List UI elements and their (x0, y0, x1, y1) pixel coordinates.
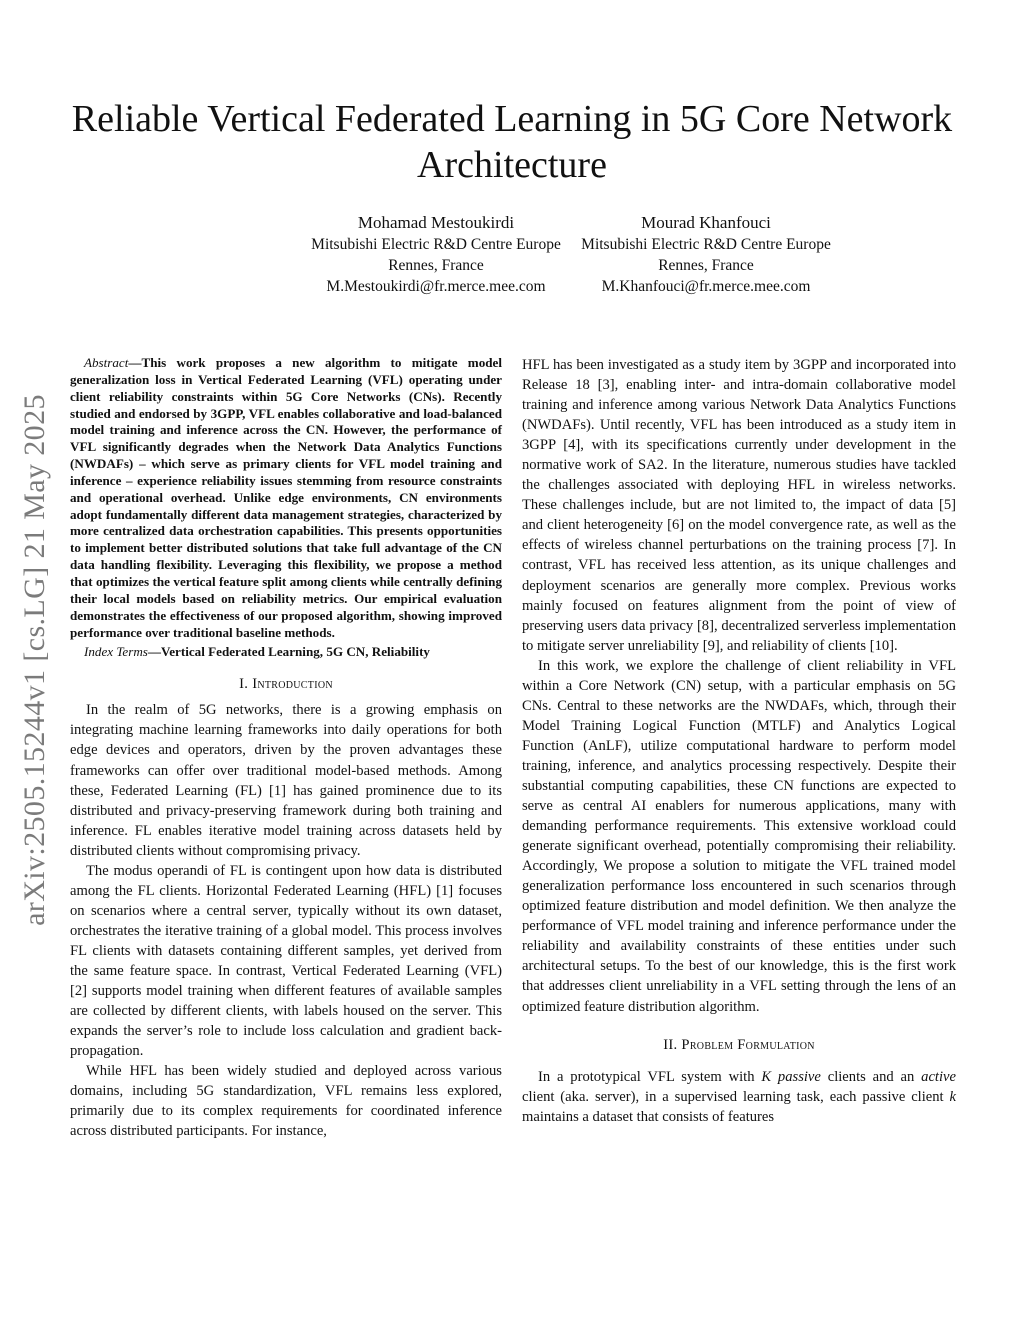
section-heading-introduction: I. Introduction (239, 676, 333, 693)
intro-paragraph: While HFL has been widely studied and deployed across various domains, including 5G standardization, VFL remains less explored, primarily due to its complex requirements for coordinated inference across distributed participants. For instance, (70, 1063, 502, 1140)
author-email: M.Khanfouci@fr.merce.mee.com (601, 278, 811, 295)
arxiv-identifier: arXiv:2505.15244v1 [cs.LG] 21 May 2025 (18, 394, 51, 926)
paper-title: Reliable Vertical Federated Learning in 5G Core Network Architecture (71, 98, 953, 186)
author-location: Rennes, France (388, 257, 484, 274)
author-name: Mourad Khanfouci (641, 213, 771, 232)
index-terms-text: —Vertical Federated Learning, 5G CN, Reliability (147, 644, 430, 660)
section-heading-problem-formulation: II. Problem Formulation (663, 1036, 815, 1053)
body-paragraph: HFL has been investigated as a study item by 3GPP and incorporated into Release 18 [3], enabling inter- and intra-domain collaborative model training and inference among various Network Data Analytics Functions (NWDAFs). Until recently, VFL has been introduced as a study item in 3GPP [4], with its specifications currently under development in the normative work of SA2. In the literature, numerous studies have tackled the challenges associated with deploying HFL in wireless networks. These challenges include, but are not limited to, the impact of data [5] and client heterogeneity [6] on the model convergence rate, as well as the effects of wireless channel perturbations on the training process [7]. In contrast, VFL has received less attention, as its unique challenges and deployment scenarios are generally more complex. Previous works mainly focused on features alignment from the point of view of preserving users data privacy [8], decentralized serverless implementation to mitigate server unreliability [9], and reliability of clients [10]. (522, 357, 956, 654)
index-terms (70, 643, 502, 660)
body-paragraph: In this work, we explore the challenge of client reliability in VFL within a Core Network (CN) setup, with a particular emphasis on 5G CNs. Central to these networks are the NWDAFs, which, through their Model Training Logical Function (MTLF) and Analytics Logical Function (AnLF), utilize computational hardware to perform model training, inference, and analytics processing respectively. Despite their substantial computing capabilities, these CN functions are expected to serve as central AI enablers for numerous applications, many with demanding performance requirements. This extensive workload could generate significant overhead, potentially compromising their reliability. Accordingly, We propose a solution to mitigate the VFL trained model generalization performance loss encountered in such scenarios through optimized feature distribution and model definition. We then analyze the performance of VFL model training and inference performance under the reliability and availability constraints of these entities under such architectural setups. To the best of our knowledge, this is the first work that addresses client unreliability in a VFL setting through the lens of an optimized feature distribution algorithm. (522, 657, 956, 1015)
intro-paragraph: In the realm of 5G networks, there is a growing emphasis on integrating machine learning frameworks into daily operations for both edge devices and operators, driven by the proven advantages these frameworks can offer over traditional model-based methods. Among these, Federated Learning (FL) [1] has gained prominence due to its distributed and privacy-preserving framework during both training and inference. FL enables iterative model training across datasets held by distributed clients without compromising privacy. (70, 702, 502, 859)
author-affiliation: Mitsubishi Electric R&D Centre Europe (311, 236, 561, 253)
left-column (70, 355, 502, 1141)
abstract-label: Abstract (84, 355, 129, 370)
abstract-text: —This work proposes a new algorithm to mitigate model generalization loss in Vertical Federated Learning (VFL) operating under client reliability constraints within 5G Core Networks (CNs). Recently studied and endorsed by 3GPP, VFL enables collaborative and load-balanced model training and inference across the CN. However, the performance of VFL significantly degrades when the Network Data Analytics Functions (NWDAFs) – which serve as primary clients for VFL model training and inference – experience reliability issues stemming from resource constraints and operational overhead. Unlike edge environments, CN environments adopt fundamentally different data management strategies, characterized by more centralized data orchestration capabilities. This presents opportunities to implement better distributed solutions that take full advantage of the CN data handling flexibility. Leveraging this flexibility, we propose a method that optimizes the vertical feature split among clients while centrally defining their local models based on reliability metrics. Our empirical evaluation demonstrates the effectiveness of our proposed algorithm, showing improved performance over traditional baseline methods. (70, 355, 502, 640)
author-location: Rennes, France (658, 257, 754, 274)
author-affiliation: Mitsubishi Electric R&D Centre Europe (581, 236, 831, 253)
intro-paragraph: The modus operandi of FL is contingent upon how data is distributed among the FL clients. Horizontal Federated Learning (HFL) [1] focuses on scenarios where a central server, typically without its own dataset, orchestrates the iterative training of a global model. This process involves FL clients with datasets containing different samples, yet derived from the same feature space. In contrast, Vertical Federated Learning (VFL) [2] supports model training when different features of available samples are collected by different clients, with labels housed on the server. This expands the server’s role to include loss calculation and gradient back-propagation. (70, 862, 502, 1060)
problem-paragraph: In a prototypical VFL system with K passive clients and an active client (aka. server), in a supervised learning task, each passive client k maintains a dataset that consists of features (522, 1068, 956, 1125)
author-block-2 (526, 212, 886, 297)
author-email: M.Mestoukirdi@fr.merce.mee.com (326, 278, 546, 295)
author-name: Mohamad Mestoukirdi (357, 213, 515, 232)
abstract (70, 355, 502, 641)
index-terms-label: Index Terms (84, 644, 148, 660)
right-column (522, 355, 956, 1127)
